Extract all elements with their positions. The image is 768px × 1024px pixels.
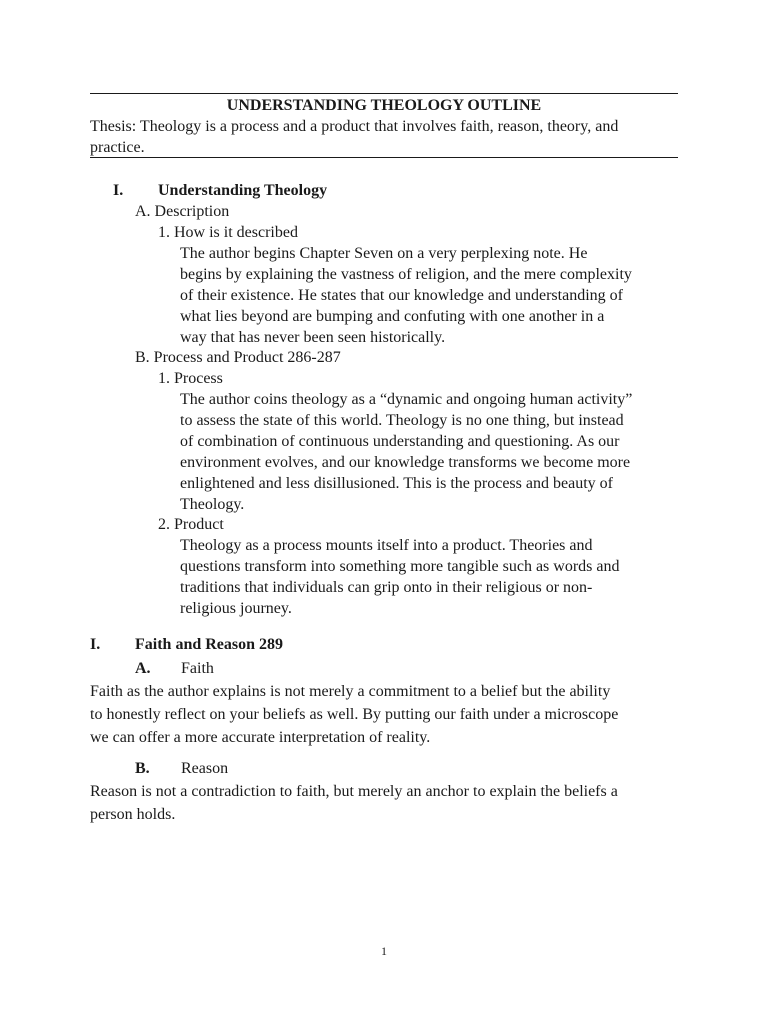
- section2-a-line-3: we can offer a more accurate interpretation of reality.: [90, 729, 431, 746]
- section1-a-item1-line-4: what lies beyond are bumping and confuting with one another in a: [180, 308, 605, 325]
- section2-heading: Faith and Reason 289: [135, 636, 284, 653]
- section2-b-line-2: person holds.: [90, 806, 176, 823]
- section1-a-item1-line-1: The author begins Chapter Seven on a very perplexing note. He: [180, 245, 588, 262]
- section1-b-label: B. Process and Product 286-287: [135, 349, 341, 366]
- section2-a-line-2: to honestly reflect on your beliefs as well. By putting our faith under a microscope: [90, 706, 619, 723]
- thesis-line-2: practice.: [90, 139, 145, 156]
- section1-b-item2-line-1: Theology as a process mounts itself into a product. Theories and: [180, 537, 593, 554]
- section2-numeral: I.: [90, 636, 101, 653]
- section1-b-item1-line-5: enlightened and less disillusioned. This is the process and beauty of: [180, 475, 613, 492]
- thesis-rule: [90, 157, 678, 158]
- section2-b-label: Reason: [181, 760, 229, 777]
- section2-a-label: Faith: [181, 660, 214, 677]
- section1-b-item1-line-3: of combination of continuous understanding and questioning. As our: [180, 433, 620, 450]
- section1-a-item1-line-2: begins by explaining the vastness of religion, and the mere complexity: [180, 266, 632, 283]
- section1-b-item2-line-4: religious journey.: [180, 600, 292, 617]
- section1-numeral: I.: [113, 182, 124, 199]
- section1-b-item2-label: 2. Product: [158, 516, 224, 533]
- section1-a-label: A. Description: [135, 203, 230, 220]
- top-rule: [90, 93, 678, 94]
- section2-b-line-1: Reason is not a contradiction to faith, but merely an anchor to explain the beliefs a: [90, 783, 618, 800]
- section2-a-line-1: Faith as the author explains is not merely a commitment to a belief but the ability: [90, 683, 611, 700]
- section1-b-item2-line-3: traditions that individuals can grip onto in their religious or non-: [180, 579, 593, 596]
- section1-a-item1-line-3: of their existence. He states that our knowledge and understanding of: [180, 287, 623, 304]
- section1-a-item1-line-5: way that has never been seen historically.: [180, 329, 446, 346]
- section1-b-item2-line-2: questions transform into something more tangible such as words and: [180, 558, 620, 575]
- section1-b-item1-line-6: Theology.: [180, 496, 245, 513]
- section2-b-letter: B.: [135, 760, 150, 777]
- section1-b-item1-label: 1. Process: [158, 370, 223, 387]
- section1-b-item1-line-2: to assess the state of this world. Theology is no one thing, but instead: [180, 412, 624, 429]
- section1-b-item1-line-4: environment evolves, and our knowledge transforms we become more: [180, 454, 631, 471]
- thesis-line-1: Thesis: Theology is a process and a product that involves faith, reason, theory, and: [90, 118, 619, 135]
- section1-b-item1-line-1: The author coins theology as a “dynamic and ongoing human activity”: [180, 391, 633, 408]
- page-number: 1: [381, 944, 387, 958]
- section2-a-letter: A.: [135, 660, 151, 677]
- section1-heading: Understanding Theology: [158, 182, 328, 199]
- page-title: UNDERSTANDING THEOLOGY OUTLINE: [226, 97, 542, 114]
- section1-a-item1-label: 1. How is it described: [158, 224, 298, 241]
